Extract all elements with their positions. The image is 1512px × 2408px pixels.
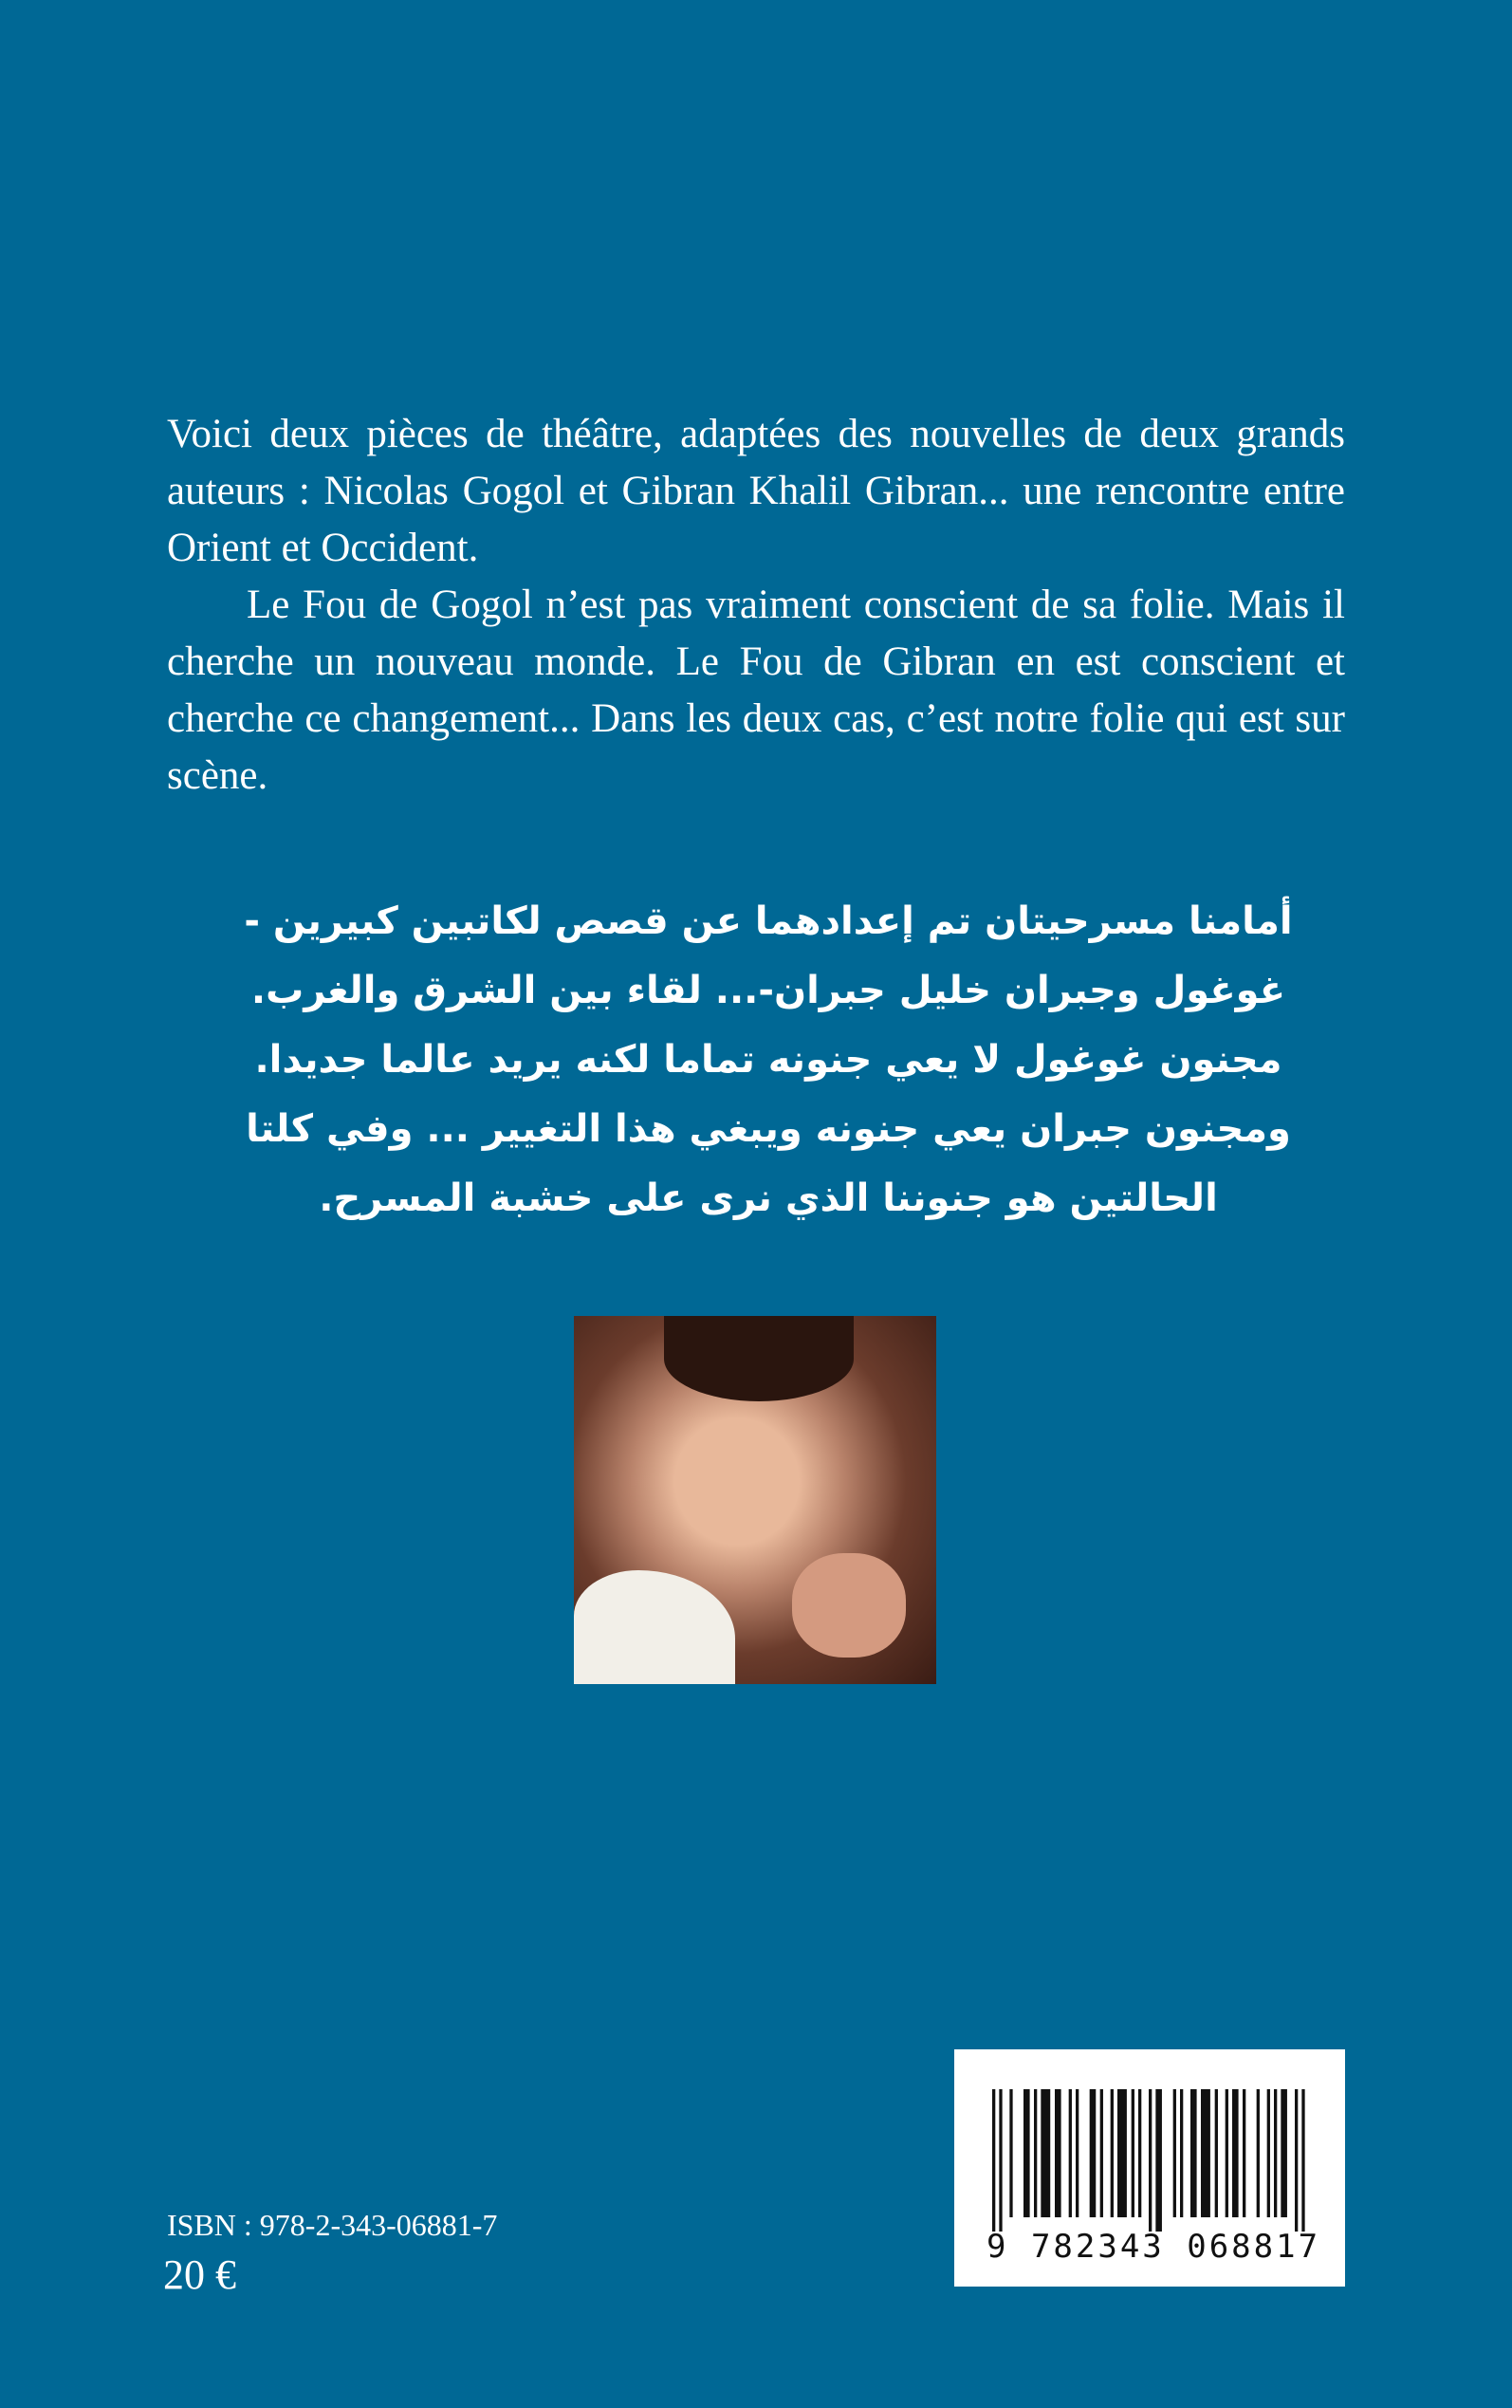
isbn: ISBN : 978-2-343-06881-7	[167, 2208, 498, 2242]
barcode-bar	[1009, 2089, 1012, 2217]
barcode-bar	[1274, 2089, 1277, 2217]
french-paragraph-2: Le Fou de Gogol n’est pas vraiment conscient de sa folie. Mais il cherche un nouveau monde. Le Fou de Gibran en est conscient et cherche ce changement... Dans les deux cas, c’est notre folie qui est sur scène.	[167, 583, 1345, 798]
french-paragraph-1: Voici deux pièces de théâtre, adaptées des nouvelles de deux grands auteurs : Nicolas Gogol et Gibran Khalil Gibran... une rencontre entre Orient et Occident.	[167, 412, 1345, 570]
barcode-bar	[1076, 2089, 1079, 2217]
barcode-bar	[1301, 2089, 1304, 2232]
barcode-bar	[1023, 2089, 1030, 2217]
barcode-bar	[1149, 2089, 1152, 2232]
barcode-bar	[992, 2089, 995, 2232]
author-photo	[574, 1316, 936, 1684]
barcode-bar	[1132, 2089, 1134, 2217]
barcode-bar	[1173, 2089, 1176, 2217]
barcode-bar	[1069, 2089, 1072, 2217]
barcode-bar	[1117, 2089, 1127, 2217]
barcode-bars	[992, 2089, 1305, 2232]
barcode-bar	[1090, 2089, 1097, 2217]
barcode	[954, 2049, 1345, 2287]
barcode-bar	[1190, 2089, 1197, 2217]
barcode-bar	[1215, 2089, 1218, 2217]
barcode-bar	[1111, 2089, 1114, 2217]
barcode-bar	[1226, 2089, 1228, 2217]
barcode-bar	[1281, 2089, 1287, 2217]
french-blurb	[167, 406, 1345, 805]
barcode-bar	[1243, 2089, 1245, 2217]
arabic-blurb: أمامنا مسرحيتان تم إعدادهما عن قصص لكاتبين كبيرين - غوغول وجبران خليل جبران-... لقاء بين الشرق والغرب. مجنون غوغول لا يعي جنونه تماما لكنه يريد عالما جديدا. ومجنون جبران يعي جنونه ويبغي هذا التغيير ... وفي كلتا الحالتين هو جنوننا الذي نرى على خشبة المسرح.	[244, 899, 1293, 1220]
barcode-bar	[1267, 2089, 1270, 2217]
barcode-bar	[1055, 2089, 1061, 2217]
barcode-bar	[1138, 2089, 1141, 2217]
barcode-bar	[1201, 2089, 1210, 2217]
barcode-bar	[1041, 2089, 1050, 2217]
barcode-bar	[1155, 2089, 1162, 2232]
barcode-bar	[1100, 2089, 1103, 2217]
price: 20 €	[163, 2251, 236, 2298]
barcode-bar	[1257, 2089, 1260, 2217]
barcode-bar	[999, 2089, 1002, 2232]
barcode-bar	[1232, 2089, 1239, 2217]
barcode-bar	[1180, 2089, 1183, 2217]
barcode-bar	[1295, 2089, 1298, 2232]
barcode-bar	[1034, 2089, 1037, 2217]
barcode-number: 9 782343 068817	[986, 2228, 1321, 2266]
